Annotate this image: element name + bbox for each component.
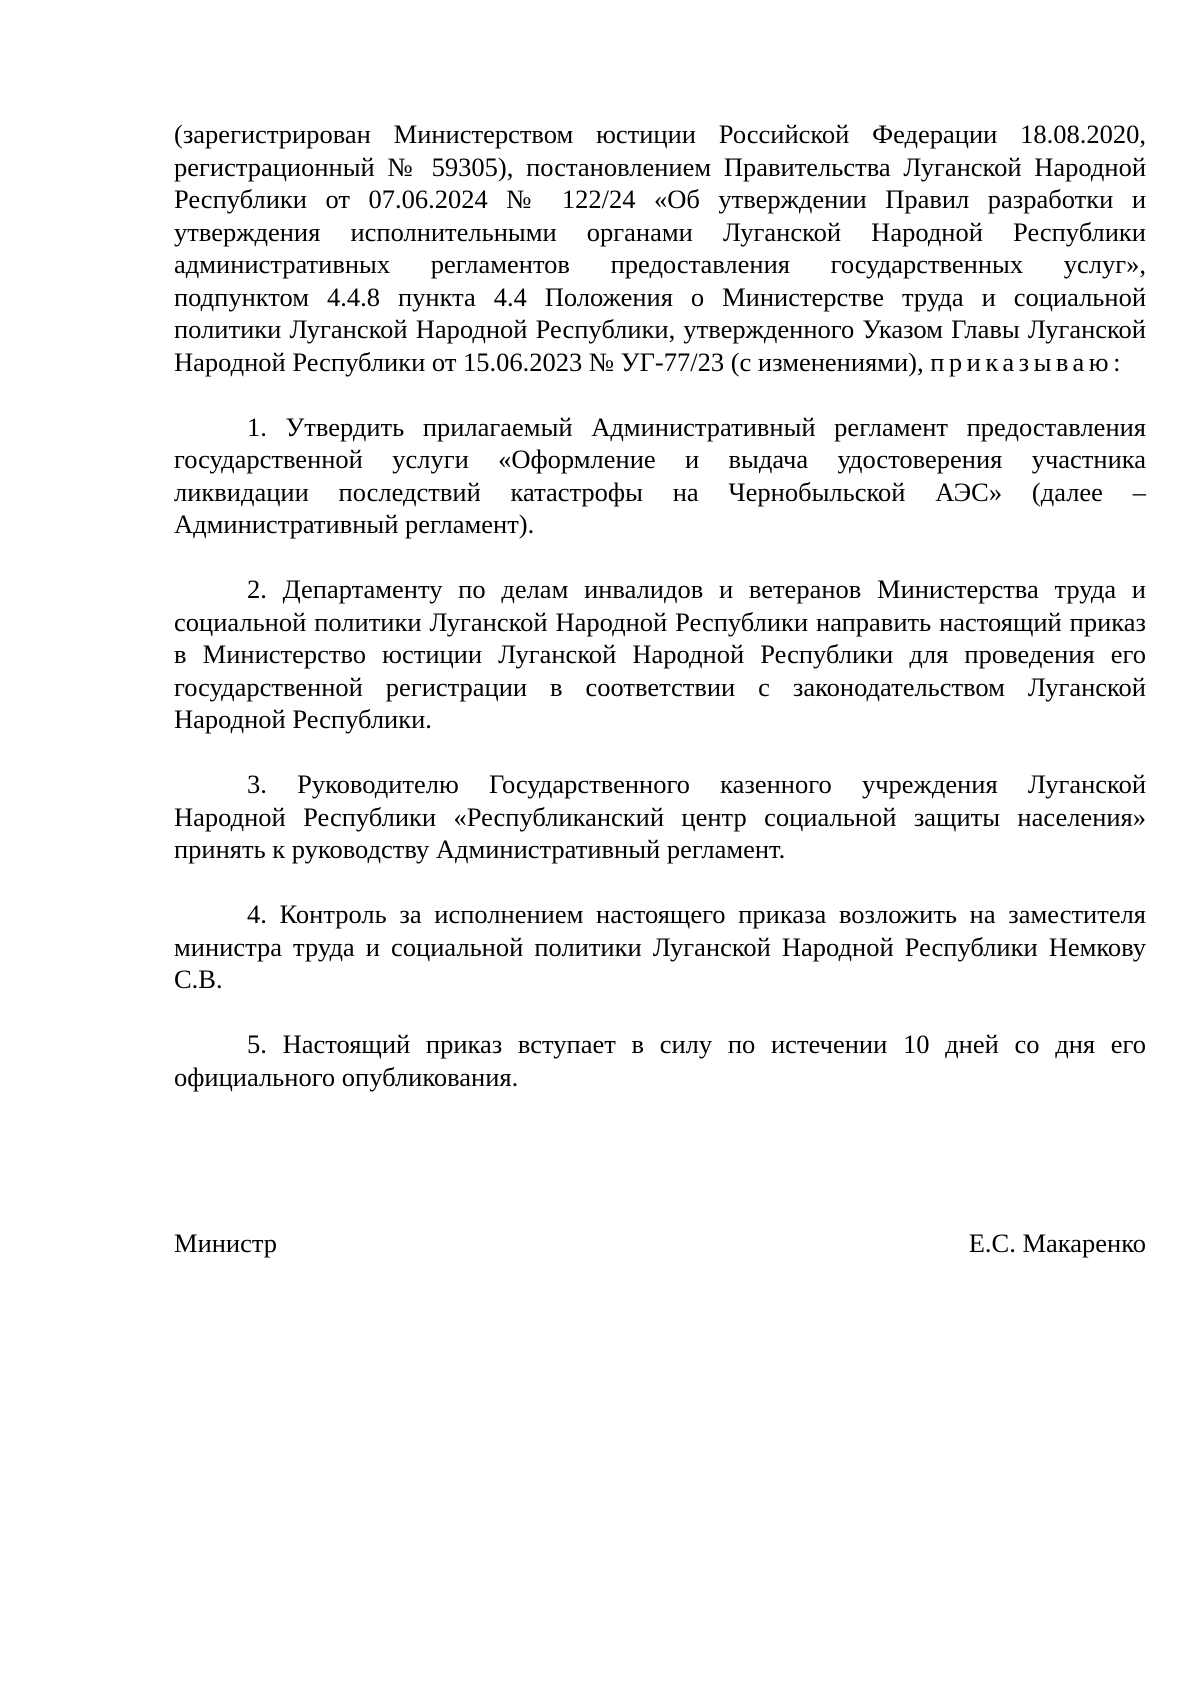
item-1: 1. Утвердить прилагаемый Административный регламент предоставления государственной услуги «Оформление и выдача удостоверения участника ликвидации последствий катастрофы на Чернобыльской АЭС» (далее – Административный регламент).: [174, 411, 1146, 539]
document-body: [174, 118, 1146, 1093]
signature-block: [174, 1227, 1146, 1260]
item-4: 4. Контроль за исполнением настоящего приказа возложить на заместителя министра труда и социальной политики Луганской Народной Республики Немкову С.В.: [174, 899, 1146, 994]
signatory-position: Министр: [174, 1228, 278, 1258]
item-5: 5. Настоящий приказ вступает в силу по истечении 10 дней со дня его официального опубликования.: [174, 1029, 1146, 1092]
intro-paragraph: [174, 118, 1146, 378]
item-3: 3. Руководителю Государственного казенного учреждения Луганской Народной Республики «Республиканский центр социальной защиты населения» принять к руководству Административный регламент.: [174, 769, 1146, 864]
item-2: 2. Департаменту по делам инвалидов и ветеранов Министерства труда и социальной политики Луганской Народной Республики направить настоящий приказ в Министерство юстиции Луганской Народной Республики для проведения его государственной регистрации в соответствии с законодательством Луганской Народной Республики.: [174, 574, 1146, 734]
order-word: приказываю:: [930, 346, 1125, 377]
signatory-name: Е.С. Макаренко: [968, 1228, 1146, 1258]
intro-text: (зарегистрирован Министерством юстиции Российской Федерации 18.08.2020, регистрационный № 59305), постановлением Правительства Луганской Народной Республики от 07.06.2024 № 122/24 «Об утверждении Правил разработки и утверждения исполнительными органами Луганской Народной Республики административных регламентов предоставления государственных услуг», подпунктом 4.4.8 пункта 4.4 Положения о Министерстве труда и социальной политики Луганской Народной Республики, утвержденного Указом Главы Луганской Народной Республики от 15.06.2023 № УГ-77/23 (с изменениями),: [174, 119, 1146, 377]
